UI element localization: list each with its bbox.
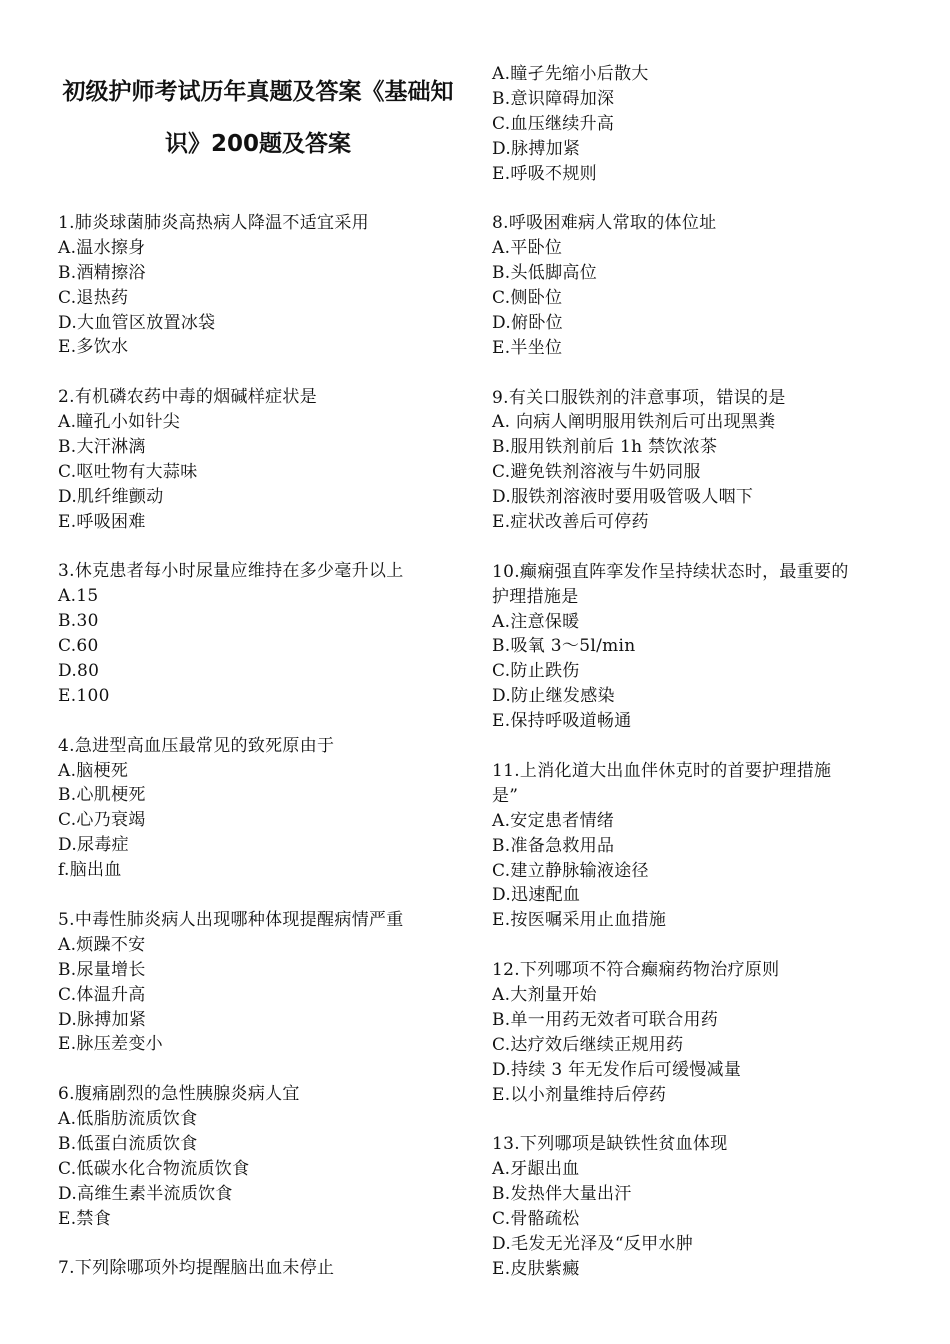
question-stem: 10.癫痫强直阵挛发作呈持续状态时，最重要的 bbox=[492, 561, 849, 582]
option: D.俯卧位 bbox=[492, 312, 563, 333]
option: A.安定患者情绪 bbox=[492, 810, 615, 831]
option: D.尿毒症 bbox=[58, 835, 129, 856]
option: A.烦躁不安 bbox=[58, 934, 146, 955]
option: D.服铁剂溶液时要用吸管吸人咽下 bbox=[492, 487, 754, 508]
option: B.酒精擦浴 bbox=[58, 262, 146, 283]
left-column bbox=[58, 211, 458, 1281]
option: B.意识障碍加深 bbox=[492, 88, 615, 109]
question-stem: 5.中毒性肺炎病人出现哪种体现提醒病情严重 bbox=[58, 909, 404, 930]
option: E.呼吸不规则 bbox=[492, 163, 597, 184]
option: B.头低脚高位 bbox=[492, 263, 597, 284]
option: B.大汗淋漓 bbox=[58, 437, 146, 458]
option: E.呼吸困难 bbox=[58, 511, 146, 532]
option: B.发热伴大量出汗 bbox=[492, 1184, 632, 1205]
option: E.症状改善后可停药 bbox=[492, 512, 649, 533]
question-block bbox=[58, 385, 458, 534]
option: C.60 bbox=[58, 636, 99, 657]
option: A.大剂量开始 bbox=[492, 984, 597, 1005]
option: D.防止继发感染 bbox=[492, 686, 615, 707]
option: E.皮肤紫癜 bbox=[492, 1258, 580, 1279]
question-stem: 1.肺炎球菌肺炎高热病人降温不适宜采用 bbox=[58, 213, 369, 233]
option: A.15 bbox=[58, 586, 99, 607]
question-stem: 3.休克患者每小时尿量应维持在多少毫升以上 bbox=[58, 561, 404, 582]
option: D.脉搏加紧 bbox=[58, 1009, 147, 1030]
question-block bbox=[58, 1082, 458, 1231]
question-block bbox=[58, 908, 458, 1057]
question-stem: 13.下列哪项是缺铁性贫血体现 bbox=[492, 1134, 728, 1155]
option: C.血压继续升高 bbox=[492, 113, 615, 134]
question-block-continued bbox=[492, 62, 902, 186]
option: A.牙龈出血 bbox=[492, 1159, 580, 1180]
question-block bbox=[492, 759, 902, 933]
option: E.多饮水 bbox=[58, 337, 129, 358]
option: A.瞳孔小如针尖 bbox=[58, 412, 181, 433]
option: A.瞳孑先缩小后散大 bbox=[492, 64, 649, 84]
option: A.注意保暖 bbox=[492, 611, 580, 632]
option: A.脑梗死 bbox=[58, 760, 129, 781]
option: C.避免铁剂溶液与牛奶同服 bbox=[492, 462, 701, 483]
option: B.吸氧 3～5l/min bbox=[492, 636, 636, 657]
question-block bbox=[58, 559, 458, 708]
option: E.保持呼吸道畅通 bbox=[492, 711, 632, 732]
question-block bbox=[492, 1132, 902, 1281]
option: D.毛发无光泽及“反甲水肿 bbox=[492, 1233, 694, 1254]
option: E.禁食 bbox=[58, 1208, 112, 1229]
question-block bbox=[492, 958, 902, 1107]
option: E.脉压差变小 bbox=[58, 1034, 163, 1055]
question-stem: 6.腹痛剧烈的急性胰腺炎病人宜 bbox=[58, 1084, 300, 1105]
option: C.低碳水化合物流质饮食 bbox=[58, 1158, 250, 1179]
option: C.骨骼疏松 bbox=[492, 1208, 580, 1229]
option: B.准备急救用品 bbox=[492, 835, 615, 856]
question-block bbox=[492, 560, 902, 734]
option: D.肌纤维颤动 bbox=[58, 486, 164, 507]
option: A. 向病人阐明服用铁剂后可出现黑粪 bbox=[492, 412, 776, 433]
question-stem-continued: 护理措施是 bbox=[492, 586, 579, 607]
question-stem: 4.急进型高血压最常见的致死原由于 bbox=[58, 735, 335, 756]
question-stem: 9.有关口服铁剂的沣意事项，错误的是 bbox=[492, 387, 786, 408]
question-stem: 11.上消化道大出血伴休克时的首要护理措施 bbox=[492, 760, 832, 781]
option: B.单一用药无效者可联合用药 bbox=[492, 1009, 719, 1030]
option: B.心肌梗死 bbox=[58, 785, 146, 806]
option: C.防止跌伤 bbox=[492, 661, 580, 682]
option: D.迅速配血 bbox=[492, 885, 581, 906]
question-stem-continued: 是” bbox=[492, 785, 519, 806]
option: B.低蛋白流质饮食 bbox=[58, 1133, 198, 1154]
option: A.温水擦身 bbox=[58, 237, 146, 258]
question-block bbox=[492, 386, 902, 535]
option: B.30 bbox=[58, 611, 99, 632]
option: C.达疗效后继续正规用药 bbox=[492, 1034, 684, 1055]
question-block bbox=[58, 734, 458, 883]
question-block bbox=[492, 211, 902, 360]
question-block bbox=[58, 211, 458, 360]
right-column bbox=[492, 62, 902, 1282]
question-stem: 8.呼吸困难病人常取的体位址 bbox=[492, 213, 717, 234]
option: D.持续 3 年无发作后可缓慢减量 bbox=[492, 1059, 742, 1080]
option: f.脑出血 bbox=[58, 860, 122, 881]
question-block bbox=[58, 1256, 458, 1281]
option: C.退热药 bbox=[58, 287, 129, 308]
option: E.半坐位 bbox=[492, 337, 563, 358]
option: E.100 bbox=[58, 685, 110, 706]
option: E.以小剂量维持后停药 bbox=[492, 1084, 667, 1105]
question-stem: 7.下列除哪项外均提醒脑出血未停止 bbox=[58, 1258, 335, 1279]
option: C.体温升高 bbox=[58, 984, 146, 1005]
option: D.脉搏加紧 bbox=[492, 138, 581, 159]
option: A.低脂肪流质饮食 bbox=[58, 1109, 198, 1130]
option: B.尿量增长 bbox=[58, 959, 146, 980]
question-stem: 2.有机磷农药中毒的烟碱样症状是 bbox=[58, 387, 318, 408]
option: B.服用铁剂前后 1h 禁饮浓茶 bbox=[492, 437, 718, 458]
option: C.心乃衰竭 bbox=[58, 810, 146, 831]
option: C.建立静脉输液途径 bbox=[492, 860, 649, 881]
option: E.按医嘱采用止血措施 bbox=[492, 910, 667, 931]
document-title: 初级护师考试历年真题及答案《基础知识》200题及答案 bbox=[62, 79, 454, 157]
option: C.侧卧位 bbox=[492, 288, 563, 309]
option: D.80 bbox=[58, 661, 100, 682]
question-stem: 12.下列哪项不符合癫痫药物治疗原则 bbox=[492, 960, 780, 981]
option: A.平卧位 bbox=[492, 238, 563, 259]
option: D.大血管区放置冰袋 bbox=[58, 312, 216, 333]
option: C.呕吐物有大蒜味 bbox=[58, 461, 198, 482]
option: D.高维生素半流质饮食 bbox=[58, 1183, 233, 1204]
